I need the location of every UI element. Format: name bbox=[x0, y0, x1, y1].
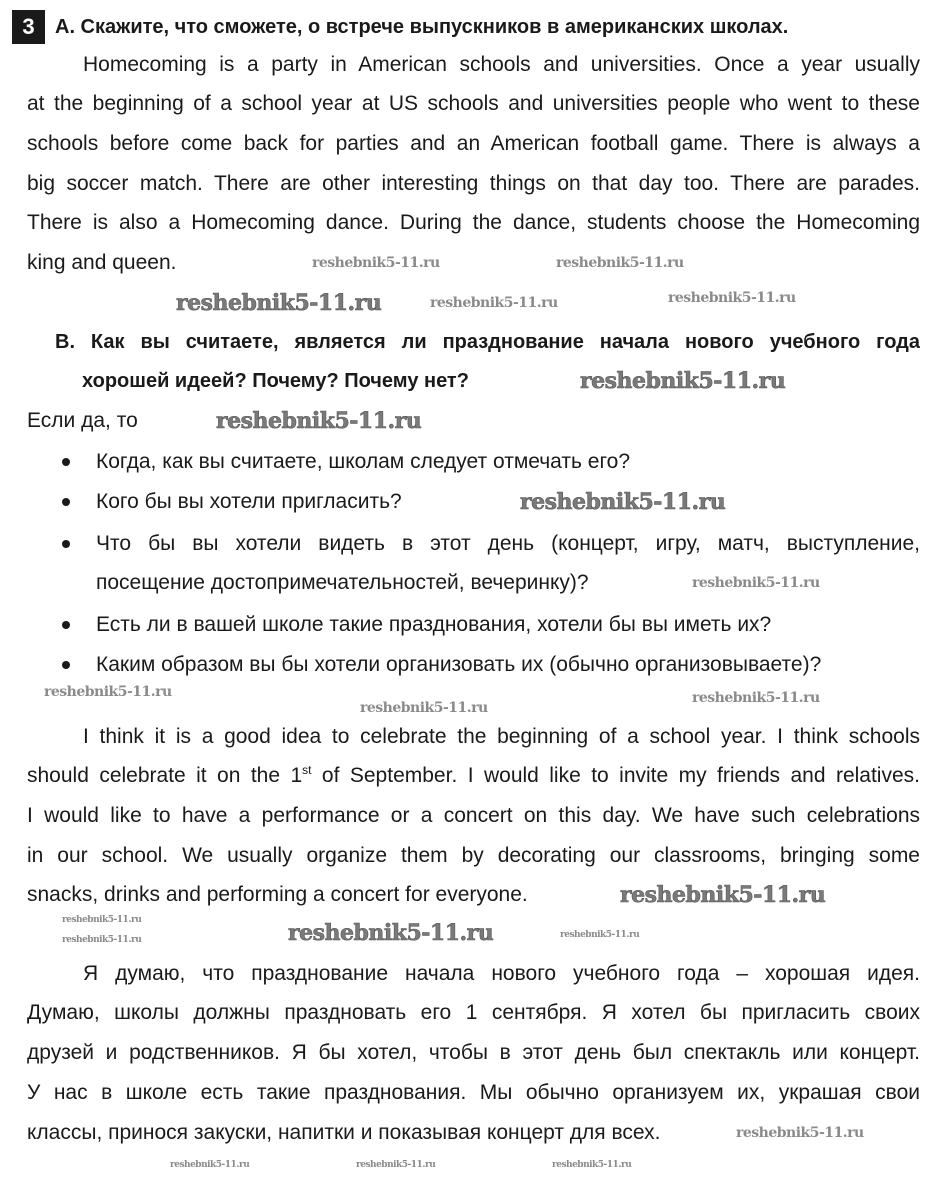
section-b-heading-cont: хорошей идеей? Почему? Почему нет? bbox=[82, 370, 469, 392]
bullet-item: Когда, как вы считаете, школам следует отмечать его? bbox=[96, 450, 631, 473]
bullet-icon bbox=[62, 498, 70, 506]
watermark: reshebnik5-11.ru bbox=[62, 915, 142, 925]
paragraph-line: There is also a Homecoming dance. During the dance, students choose the Homecoming bbox=[27, 211, 920, 234]
text: of September. I would like to invite my friends and relatives. bbox=[311, 764, 920, 787]
bullet-icon bbox=[62, 621, 70, 629]
watermark: reshebnik5-11.ru bbox=[560, 930, 640, 940]
bullet-item: Что бы вы хотели видеть в этот день (концерт, игру, матч, выступление, bbox=[96, 532, 920, 555]
answer-ru-line: Думаю, школы должны праздновать его 1 сентября. Я хотел бы пригласить своих bbox=[27, 1001, 920, 1024]
answer-en-line: snacks, drinks and performing a concert for everyone. bbox=[27, 883, 528, 906]
bullet-icon bbox=[62, 661, 70, 669]
bullet-item: Каким образом вы бы хотели организовать их (обычно организовываете)? bbox=[96, 653, 822, 676]
text: should celebrate it on the 1 bbox=[27, 764, 303, 787]
paragraph-line: Homecoming is a party in American schools and universities. Once a year usually bbox=[83, 53, 920, 76]
section-b-intro: Если да, то bbox=[27, 409, 138, 432]
answer-en-line bbox=[27, 763, 920, 789]
watermark: reshebnik5-11.ru bbox=[360, 700, 488, 716]
bullet-item-cont: посещение достопримечательностей, вечеринку)? bbox=[96, 571, 589, 594]
watermark: reshebnik5-11.ru bbox=[552, 1160, 632, 1170]
answer-en-line: in our school. We usually organize them by decorating our classrooms, bringing some bbox=[27, 844, 920, 867]
watermark: reshebnik5-11.ru bbox=[356, 1160, 436, 1170]
task-number-badge: 3 bbox=[12, 10, 45, 44]
watermark: reshebnik5-11.ru bbox=[736, 1125, 864, 1141]
watermark: reshebnik5-11.ru bbox=[176, 290, 382, 316]
watermark: reshebnik5-11.ru bbox=[692, 575, 820, 591]
bullet-icon bbox=[62, 458, 70, 466]
bullet-item: Есть ли в вашей школе такие празднования, хотели бы вы иметь их? bbox=[96, 613, 772, 636]
answer-ru-line: друзей и родственников. Я бы хотел, чтобы в этот день был спектакль или концерт. bbox=[27, 1041, 920, 1064]
watermark: reshebnik5-11.ru bbox=[580, 368, 786, 394]
watermark: reshebnik5-11.ru bbox=[312, 255, 440, 271]
answer-ru-line: Я думаю, что празднование начала нового учебного года – хорошая идея. bbox=[83, 962, 920, 985]
section-b-heading: B. Как вы считаете, является ли празднование начала нового учебного года bbox=[55, 331, 920, 353]
watermark: reshebnik5-11.ru bbox=[288, 920, 494, 946]
paragraph-line: big soccer match. There are other interesting things on that day too. There are parades. bbox=[27, 172, 920, 195]
watermark: reshebnik5-11.ru bbox=[430, 295, 558, 311]
answer-ru-line: У нас в школе есть такие празднования. Мы обычно организуем их, украшая свои bbox=[27, 1081, 920, 1104]
watermark: reshebnik5-11.ru bbox=[520, 489, 726, 515]
section-a-heading: А. Скажите, что сможете, о встрече выпускников в американских школах. bbox=[55, 16, 789, 38]
watermark: reshebnik5-11.ru bbox=[62, 935, 142, 945]
answer-ru-line: классы, принося закуски, напитки и показывая концерт для всех. bbox=[27, 1121, 661, 1144]
watermark: reshebnik5-11.ru bbox=[692, 690, 820, 706]
superscript: st bbox=[302, 763, 312, 777]
watermark: reshebnik5-11.ru bbox=[668, 290, 796, 306]
bullet-item: Кого бы вы хотели пригласить? bbox=[96, 490, 402, 513]
watermark: reshebnik5-11.ru bbox=[170, 1160, 250, 1170]
watermark: reshebnik5-11.ru bbox=[556, 255, 684, 271]
answer-en-line: I would like to have a performance or a concert on this day. We have such celebrations bbox=[27, 804, 920, 827]
bullet-icon bbox=[62, 540, 70, 548]
answer-en-line: I think it is a good idea to celebrate the beginning of a school year. I think schools bbox=[83, 725, 920, 748]
paragraph-line: king and queen. bbox=[27, 251, 177, 274]
watermark: reshebnik5-11.ru bbox=[620, 882, 826, 908]
watermark: reshebnik5-11.ru bbox=[216, 408, 422, 434]
paragraph-line: at the beginning of a school year at US schools and universities people who went to these bbox=[27, 92, 920, 115]
paragraph-line: schools before come back for parties and an American football game. There is always a bbox=[27, 132, 920, 155]
watermark: reshebnik5-11.ru bbox=[44, 684, 172, 700]
